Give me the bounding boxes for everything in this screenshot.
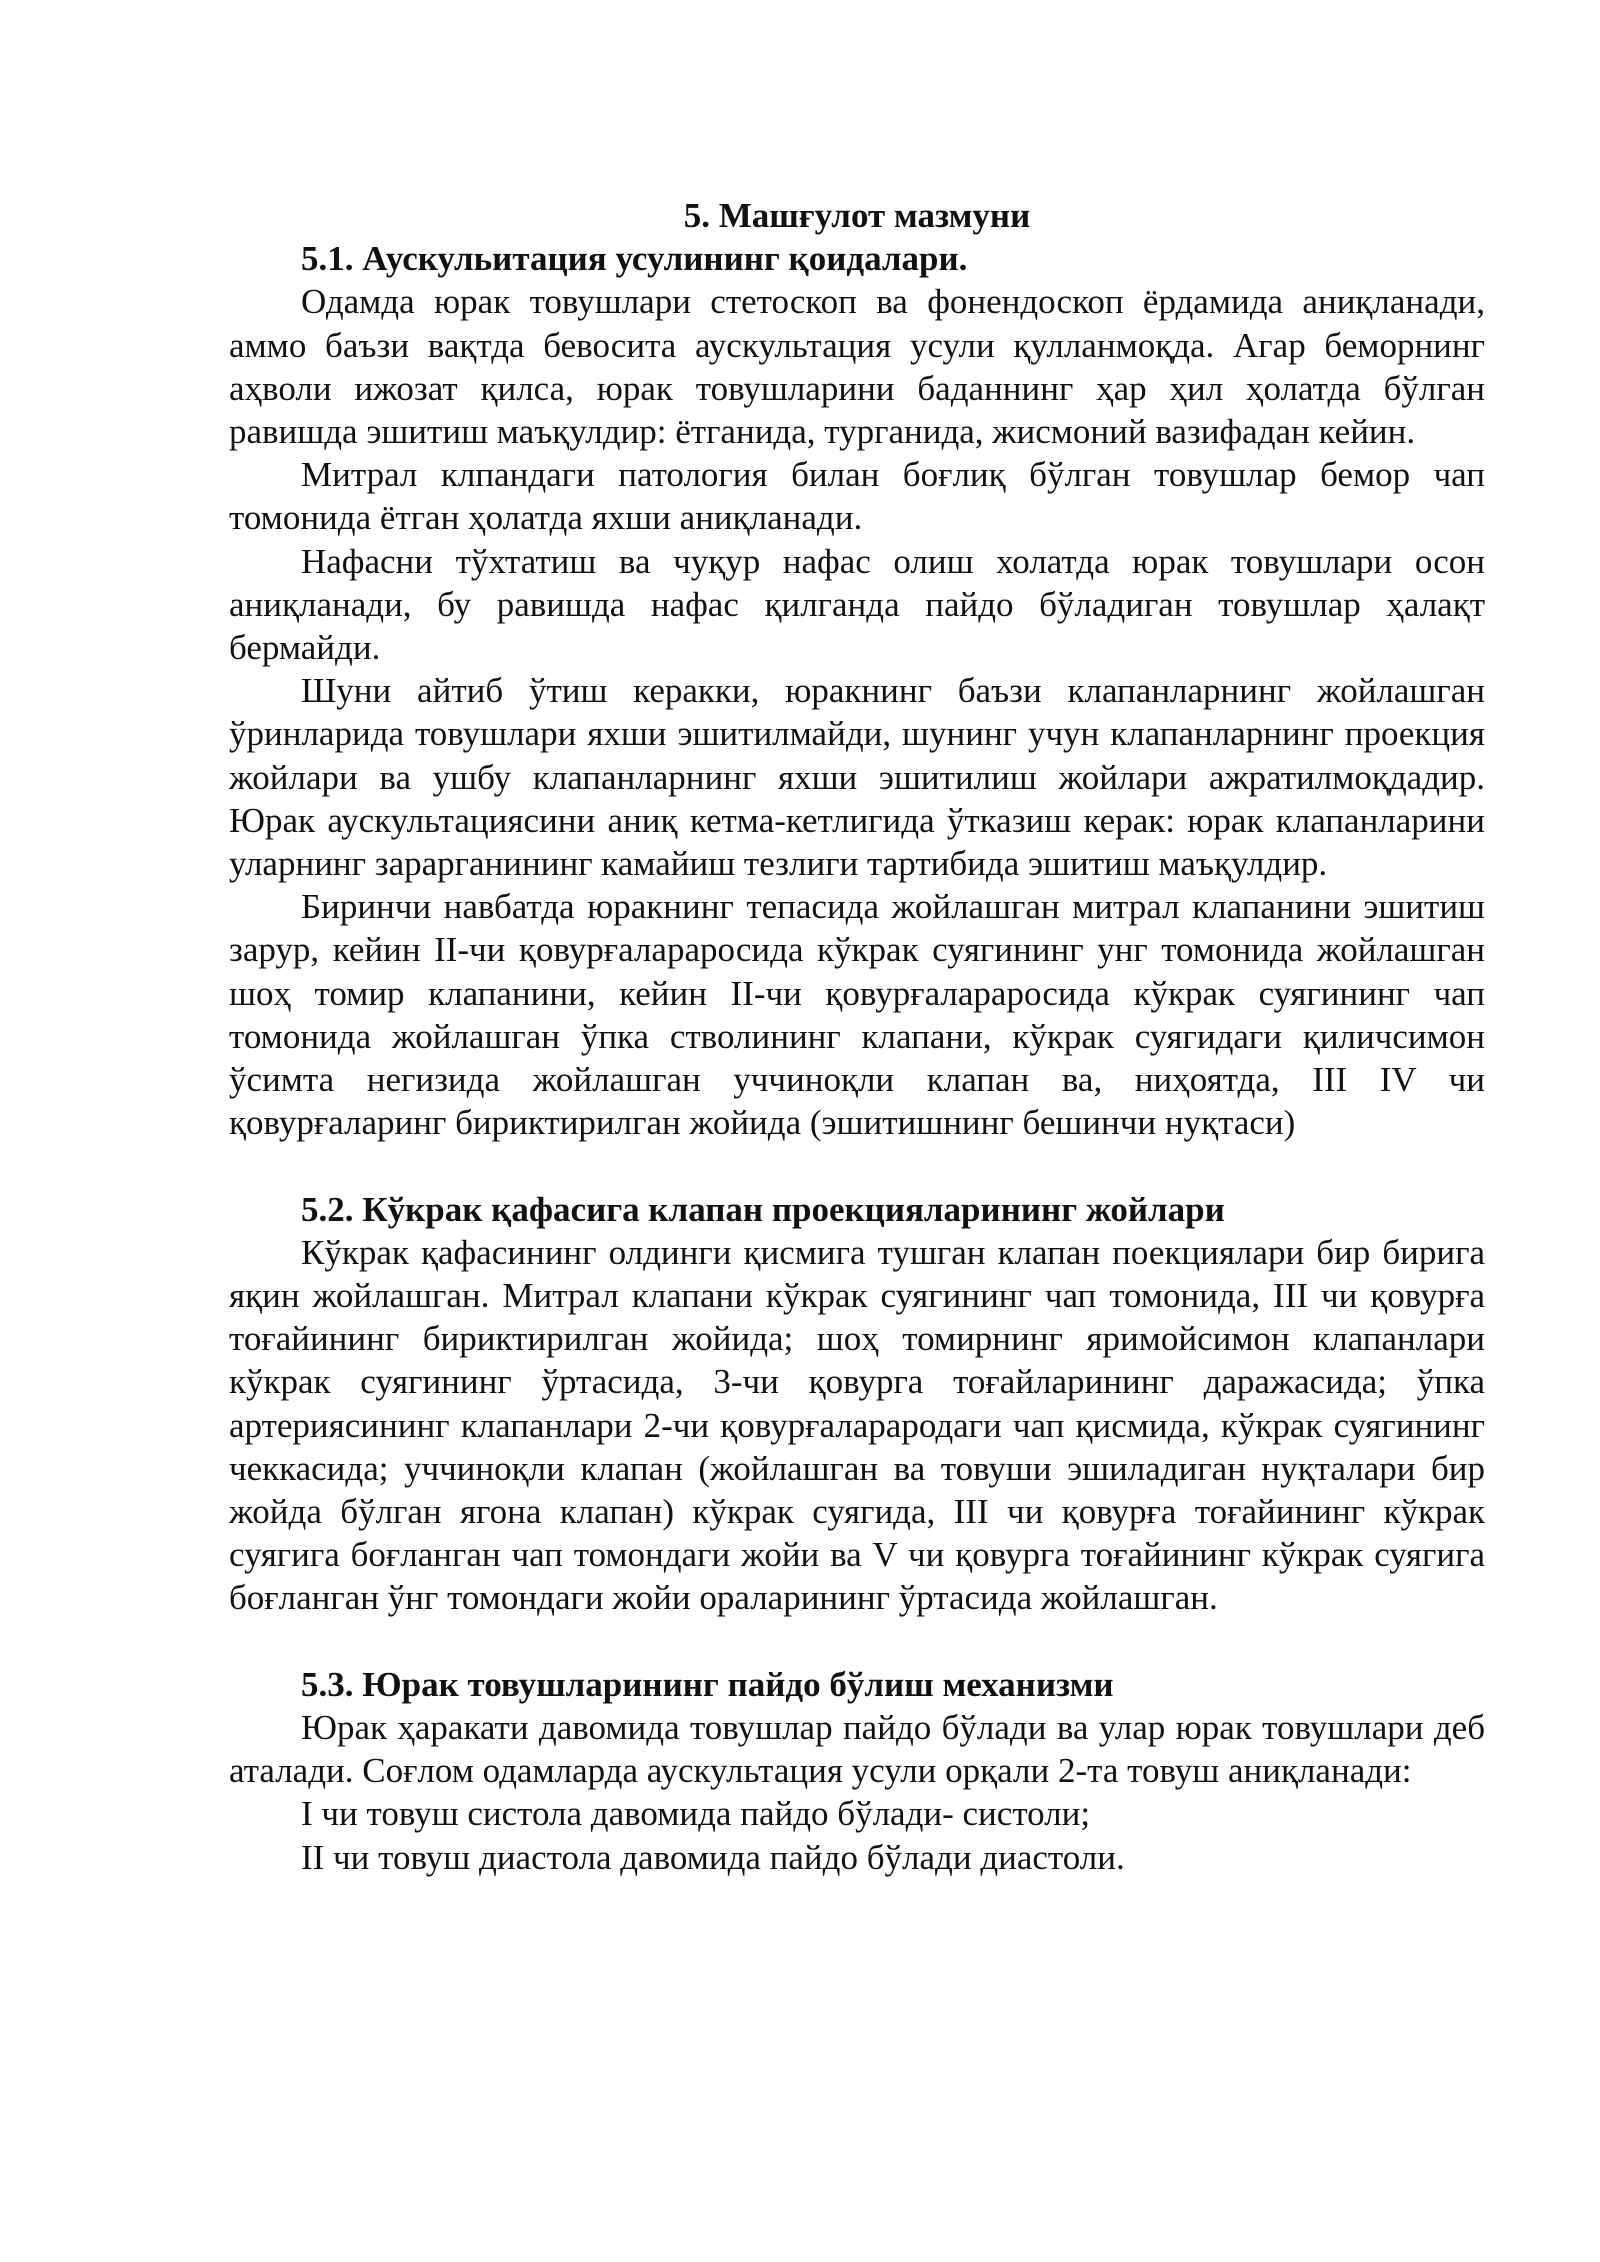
- section-1-paragraph-1: Одамда юрак товушлари стетоскоп ва фонендоскоп ёрдамида аниқланади, аммо баъзи вақтда бевосита аускультация усули қулланмоқда. Агар беморнинг аҳволи ижозат қилса, юрак товушларини баданнинг ҳар ҳил ҳолатда бўлган равишда эшитиш маъқулдир: ётганида, турганида, жисмоний вазифадан кейин.: [229, 282, 1485, 452]
- page-title: 5. Машғулот мазмуни: [683, 196, 1031, 235]
- section-1-paragraph-4: Шуни айтиб ўтиш керакки, юракнинг баъзи клапанларнинг жойлашган ўринларида товушлари яхши эшитилмайди, шунинг учун клапанларнинг проекция жойлари ва ушбу клапанларнинг яхши эшитилиш жойлари ажратилмоқдадир. Юрак аускультациясини аниқ кетма-кетлигида ўтказиш керак: юрак клапанларини уларнинг зарарганининг камайиш тезлиги тартибида эшитиш маъқулдир.: [229, 671, 1485, 884]
- section-1-paragraph-3: Нафасни тўхтатиш ва чуқур нафас олиш холатда юрак товушлари осон аниқланади, бу равишда нафас қилганда пайдо бўладиган товушлар ҳалақт бермайди.: [229, 541, 1485, 668]
- section-2-paragraph-1: Кўкрак қафасининг олдинги қисмига тушган клапан поекциялари бир бирига яқин жойлашган. Митрал клапани кўкрак суягининг чап томонида, III чи қовурға тоғайининг бириктирилган жойида; шоҳ томирнинг яримойсимон клапанлари кўкрак суягининг ўртасида, 3-чи қовурга тоғайларининг даражасида; ўпка артериясининг клапанлари 2-чи қовурғаларародаги чап қисмида, кўкрак суягининг чеккасида; уччиноқли клапан (жойлашган ва товуши эшиладиган нуқталари бир жойда бўлган ягона клапан) кўкрак суягида, III чи қовурға тоғайининг кўкрак суягига боғланган чап томондаги жойи ва V чи қовурга тоғайининг кўкрак суягига боғланган ўнг томондаги жойи ораларининг ўртасида жойлашган.: [229, 1232, 1485, 1618]
- section-3-paragraph-3: II чи товуш диастола давомида пайдо бўлади диастоли.: [301, 1837, 1125, 1877]
- section-3-paragraph-1: Юрак ҳаракати давомида товушлар пайдо бўлади ва улар юрак товушлари деб аталади. Соғлом одамларда аускультация усули орқали 2-та товуш аниқланади:: [229, 1708, 1485, 1791]
- section-1-paragraph-2: Митрал клпандаги патология билан боғлиқ бўлган товушлар бемор чап томонида ётган ҳолатда яхши аниқланади.: [229, 455, 1485, 538]
- section-spacer: [229, 1144, 1485, 1187]
- section-2-heading: 5.2. Кўкрак қафасига клапан проекцияларининг жойлари: [301, 1189, 1225, 1229]
- section-spacer: [229, 1620, 1485, 1663]
- document-page: [229, 194, 1485, 1879]
- section-3-heading: 5.3. Юрак товушларининг пайдо бўлиш механизми: [301, 1664, 1114, 1704]
- section-3-paragraph-2: I чи товуш систола давомида пайдо бўлади- систоли;: [301, 1794, 1091, 1834]
- section-1-paragraph-5: Биринчи навбатда юракнинг тепасида жойлашган митрал клапанини эшитиш зарур, кейин II-чи қовурғалараросида кўкрак суягининг унг томонида жойлашган шоҳ томир клапанини, кейин II-чи қовурғалараросида кўкрак суягининг чап томонида жойлашган ўпка стволининг клапани, кўкрак суягидаги қиличсимон ўсимта негизида жойлашган уччиноқли клапан ва, ниҳоятда, III IV чи қовурғаларинг бириктирилган жойида (эшитишнинг бешинчи нуқтаси): [229, 887, 1485, 1143]
- section-1-heading: 5.1. Аускульитация усулининг қоидалари.: [301, 239, 968, 279]
